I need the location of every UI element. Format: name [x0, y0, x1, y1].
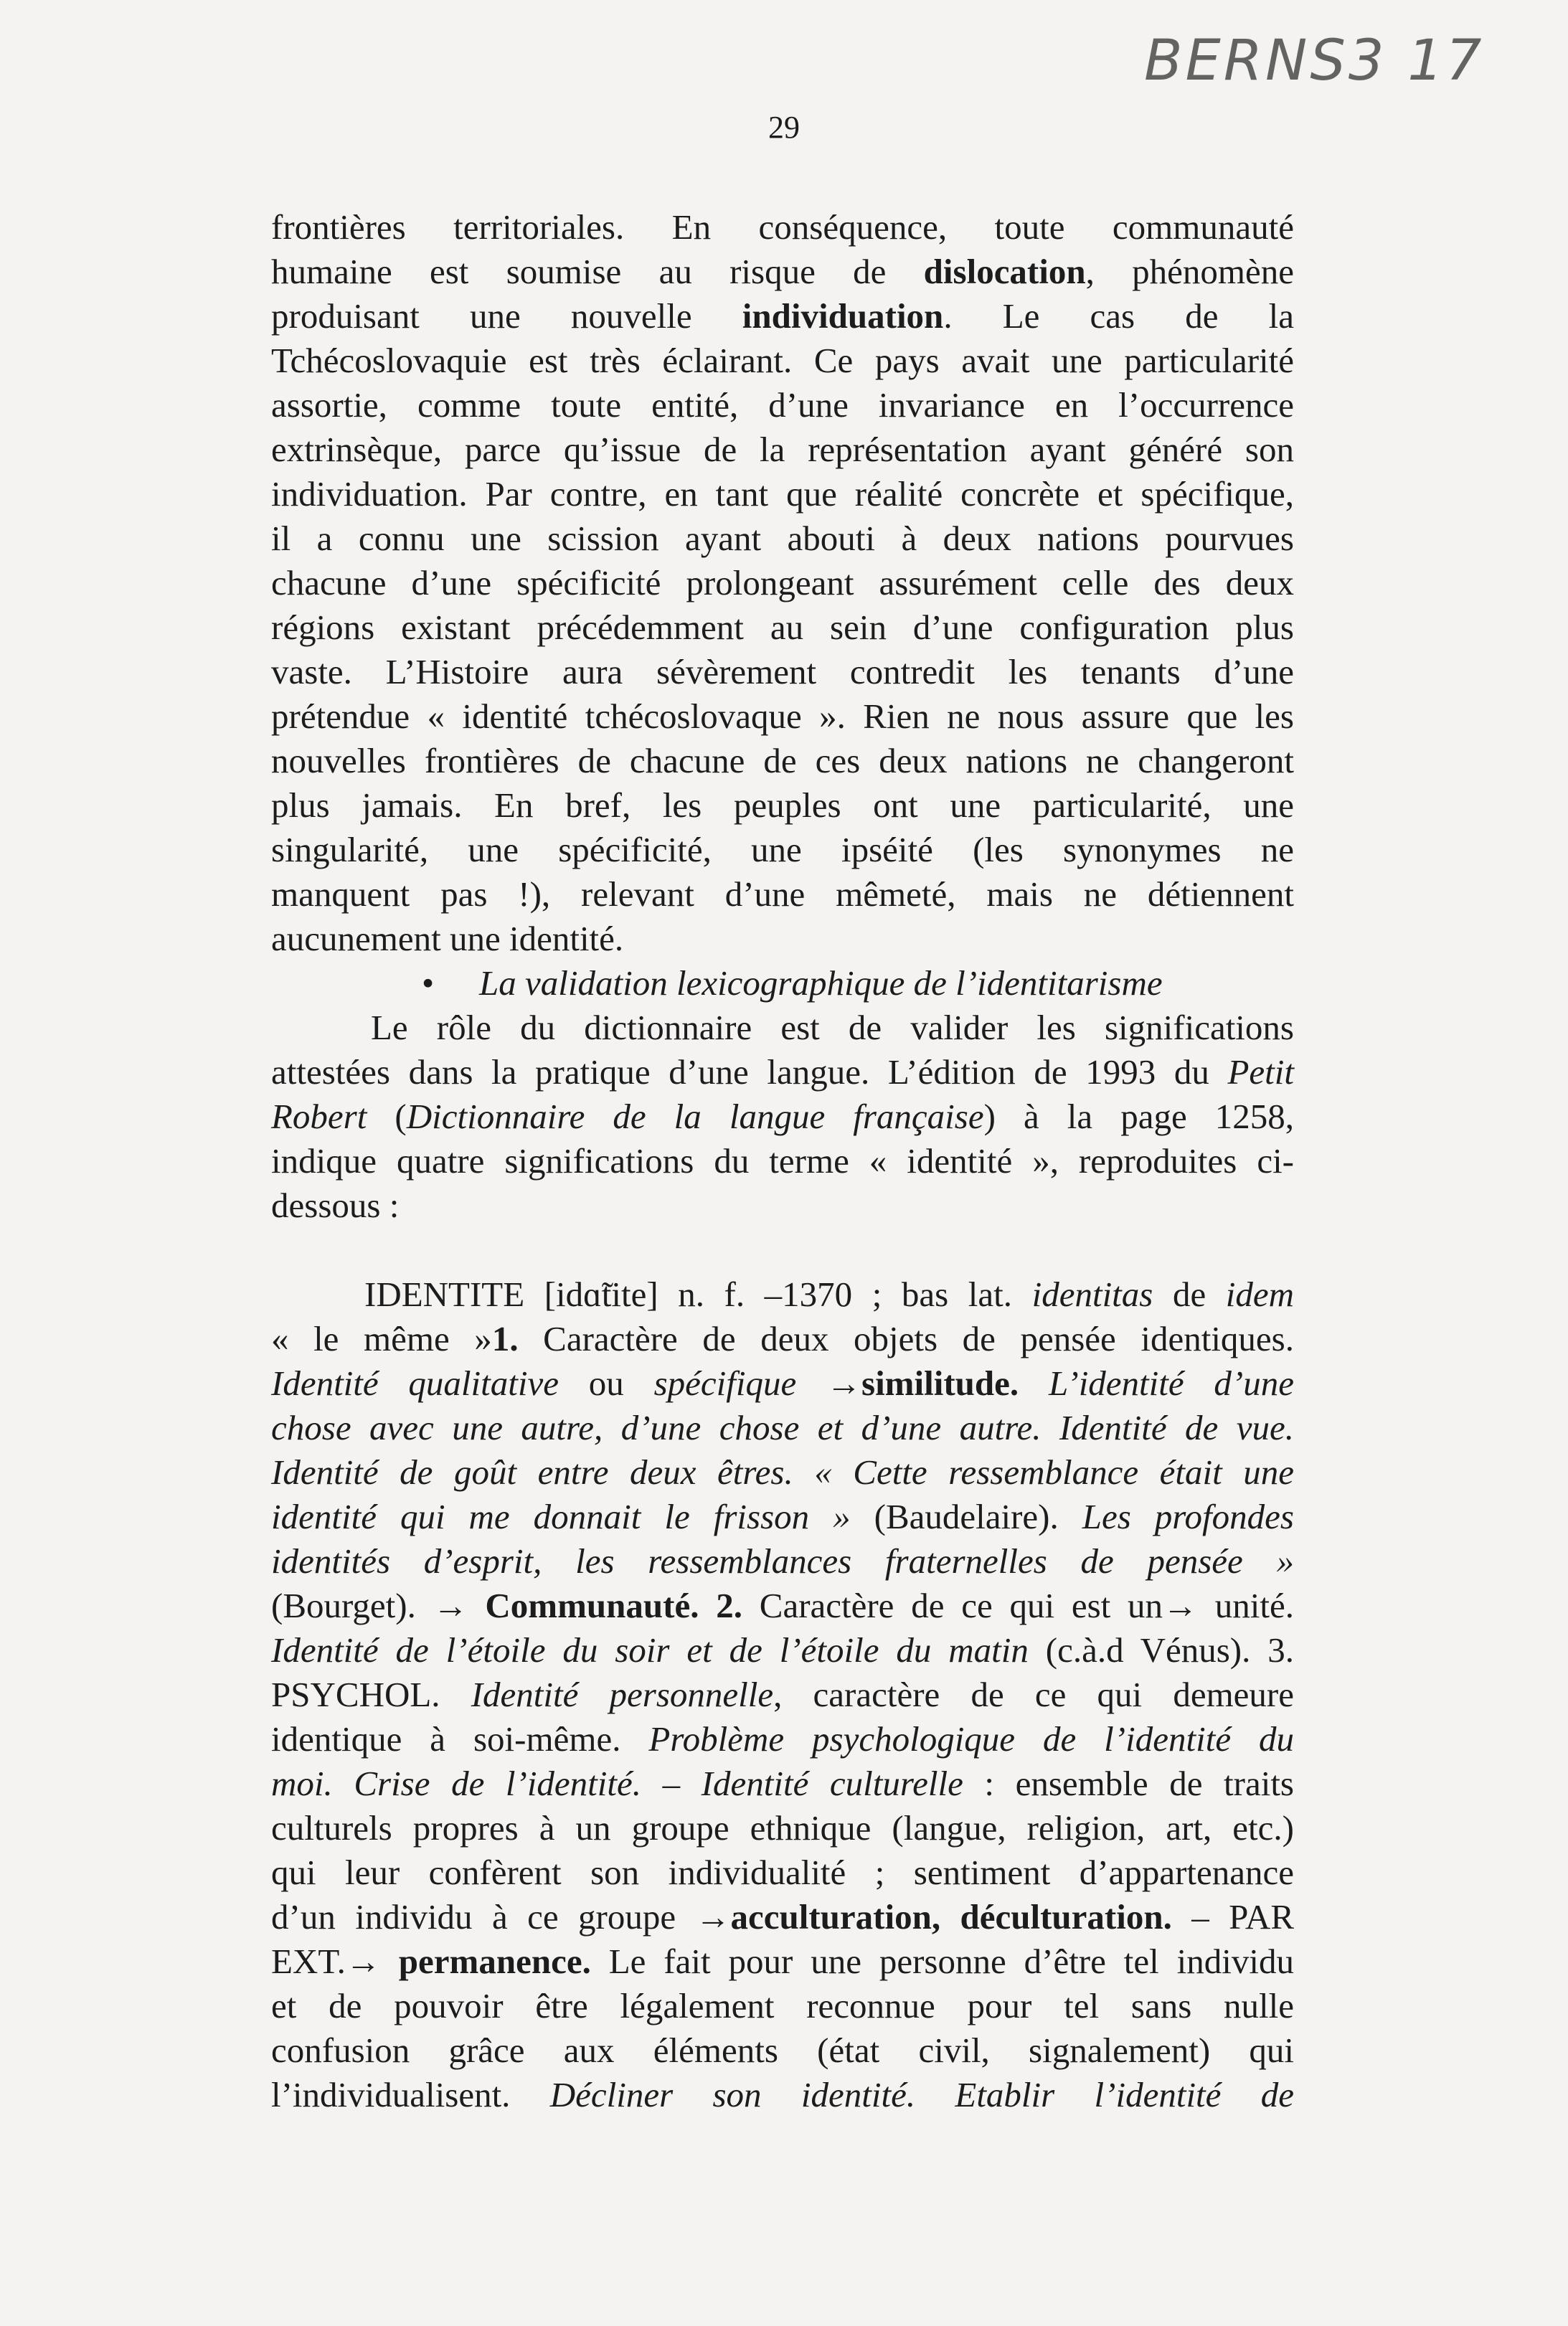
page-number: 29	[768, 110, 800, 145]
dictionary-entry-line: identité qui me donnait le frisson » (Baudelaire). Les profondes	[271, 1497, 1294, 1536]
text-line: humaine est soumise au risque de dislocation, phénomène	[271, 252, 1295, 291]
text-line: chacune d’une spécificité prolongeant assurément celle des deux	[271, 563, 1294, 602]
dictionary-entry-line: Identité de goût entre deux êtres. « Cette ressemblance était une	[271, 1452, 1294, 1492]
text-line: Le rôle du dictionnaire est de valider les significations	[371, 1008, 1294, 1047]
dictionary-entry-line: et de pouvoir être légalement reconnue pour tel sans nulle	[271, 1986, 1294, 2025]
text-line: attestées dans la pratique d’une langue. L’édition de 1993 du Petit	[271, 1052, 1294, 1092]
dictionary-entry-line: d’un individu à ce groupe →acculturation, déculturation. – PAR	[271, 1897, 1294, 1937]
text-line: individuation. Par contre, en tant que réalité concrète et spécifique,	[271, 474, 1294, 514]
dictionary-entry-line: Identité qualitative ou spécifique →similitude. L’identité d’une	[271, 1363, 1294, 1403]
dictionary-entry-line: IDENTITE [idɑ̃tite] n. f. –1370 ; bas lat. identitas de idem	[364, 1275, 1295, 1314]
text-line: extrinsèque, parce qu’issue de la représentation ayant généré son	[271, 430, 1294, 469]
text-line: singularité, une spécificité, une ipséité (les synonymes ne	[271, 830, 1294, 869]
text-line: il a connu une scission ayant abouti à deux nations pourvues	[271, 519, 1294, 558]
text-line: frontières territoriales. En conséquence, toute communauté	[271, 207, 1294, 247]
dictionary-entry-line: confusion grâce aux éléments (état civil, signalement) qui	[271, 2030, 1294, 2070]
dictionary-entry-line: moi. Crise de l’identité. – Identité culturelle : ensemble de traits	[271, 1764, 1294, 1803]
text-line: Tchécoslovaquie est très éclairant. Ce pays avait une particularité	[271, 341, 1294, 380]
paragraph-gap	[271, 1228, 1294, 1272]
dictionary-entry-line: (Bourget). → Communauté. 2. Caractère de ce qui est un→ unité.	[271, 1586, 1294, 1625]
bullet-icon: •	[422, 963, 435, 1003]
text-line: Robert (Dictionnaire de la langue française) à la page 1258,	[271, 1097, 1294, 1136]
dictionary-entry-line: identités d’esprit, les ressemblances fraternelles de pensée »	[271, 1541, 1294, 1581]
dictionary-entry-line: « le même »1. Caractère de deux objets de pensée identiques.	[271, 1319, 1295, 1358]
dictionary-entry-line: l’individualisent. Décliner son identité. Etablir l’identité de	[271, 2075, 1294, 2114]
text-line: nouvelles frontières de chacune de ces deux nations ne changeront	[271, 741, 1294, 780]
text-line: aucunement une identité.	[271, 919, 624, 958]
text-line: prétendue « identité tchécoslovaque ». Rien ne nous assure que les	[271, 696, 1294, 736]
handwritten-archive-mark: BERNS3 17	[1144, 29, 1485, 93]
dictionary-entry-line: culturels propres à un groupe ethnique (langue, religion, art, etc.)	[271, 1808, 1294, 1848]
text-line: dessous :	[271, 1186, 400, 1225]
dictionary-entry-line: identique à soi-même. Problème psychologique de l’identité du	[271, 1719, 1295, 1759]
text-line: manquent pas !), relevant d’une mêmeté, mais ne détiennent	[271, 874, 1294, 914]
dictionary-entry-line: Identité de l’étoile du soir et de l’étoile du matin (c.à.d Vénus). 3.	[271, 1630, 1294, 1670]
dictionary-entry-line: qui leur confèrent son individualité ; sentiment d’appartenance	[271, 1853, 1294, 1892]
dictionary-entry-line: EXT.→ permanence. Le fait pour une personne d’être tel individu	[271, 1942, 1294, 1981]
text-line: indique quatre significations du terme « identité », reproduites ci-	[271, 1141, 1294, 1181]
text-line: régions existant précédemment au sein d’une configuration plus	[271, 607, 1294, 647]
text-line: produisant une nouvelle individuation. Le cas de la	[271, 296, 1294, 336]
text-line: plus jamais. En bref, les peuples ont une particularité, une	[271, 785, 1294, 825]
dictionary-entry-line: chose avec une autre, d’une chose et d’une autre. Identité de vue.	[271, 1408, 1294, 1447]
document-body	[271, 205, 1294, 2117]
text-line: vaste. L’Histoire aura sévèrement contredit les tenants d’une	[271, 652, 1294, 691]
dictionary-entry-line: PSYCHOL. Identité personnelle, caractère de ce qui demeure	[271, 1675, 1294, 1714]
section-heading: • La validation lexicographique de l’identitarisme	[271, 961, 1294, 1006]
text-line: assortie, comme toute entité, d’une invariance en l’occurrence	[271, 385, 1294, 425]
